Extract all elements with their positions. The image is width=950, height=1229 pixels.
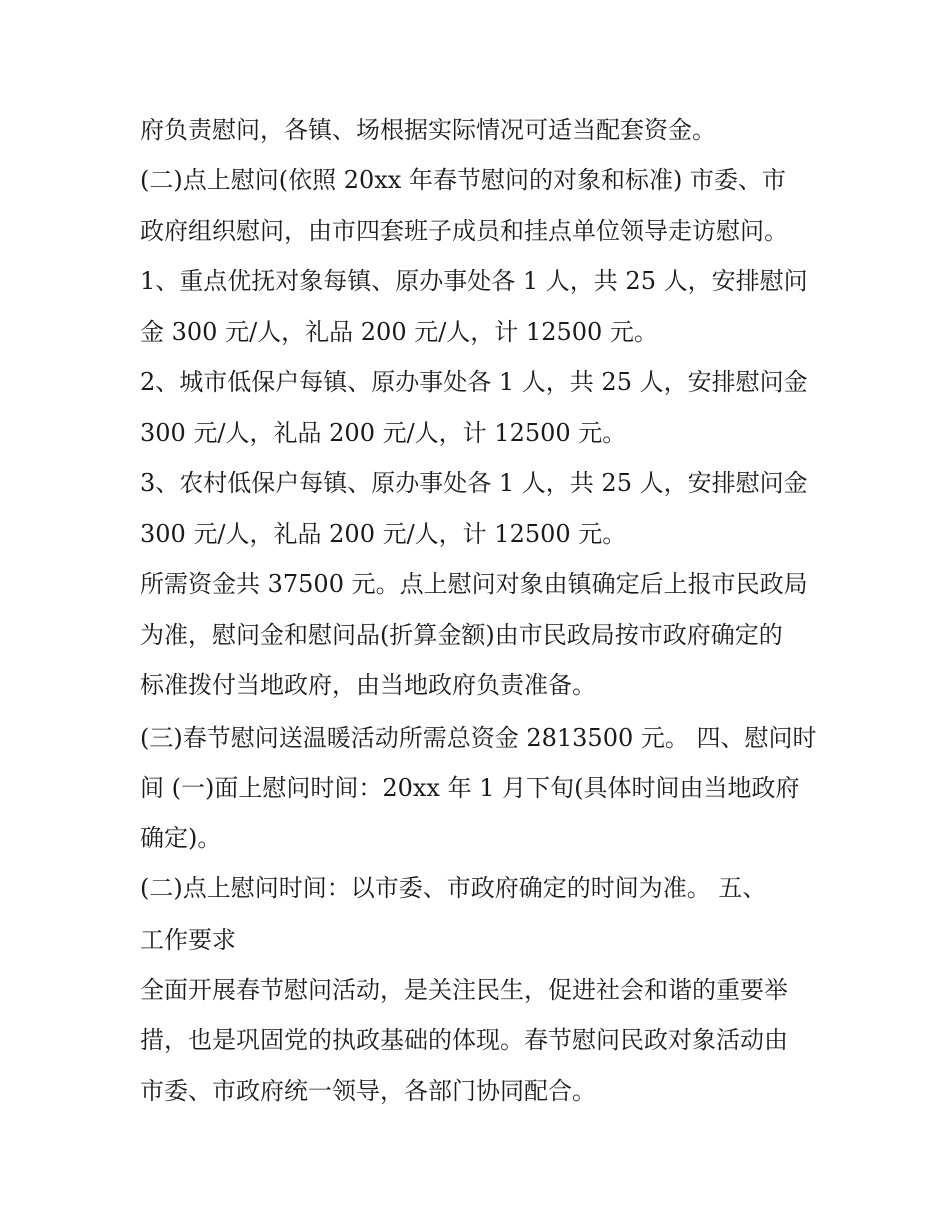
text-line: 全面开展春节慰问活动，是关注民生，促进社会和谐的重要举 — [140, 976, 788, 1004]
text-line: 措，也是巩固党的执政基础的体现。春节慰问民政对象活动由 — [140, 1026, 788, 1054]
text-line: 所需资金共 37500 元。点上慰问对象由镇确定后上报市民政局 — [140, 570, 808, 598]
text-line: 1、重点优抚对象每镇、原办事处各 1 人，共 25 人，安排慰问 — [140, 267, 808, 295]
text-line: 金 300 元/人，礼品 200 元/人，计 12500 元。 — [140, 318, 658, 346]
text-line: 为准，慰问金和慰问品(折算金额)由市民政局按市政府确定的 — [140, 621, 783, 649]
text-line: (二)点上慰问时间：以市委、市政府确定的时间为准。 五、 — [140, 874, 767, 902]
text-line: 间 (一)面上慰问时间：20xx 年 1 月下旬(具体时间由当地政府 — [140, 774, 800, 802]
text-line: 标准拨付当地政府，由当地政府负责准备。 — [140, 671, 596, 699]
text-line: 工作要求 — [140, 926, 236, 954]
text-line: 300 元/人，礼品 200 元/人，计 12500 元。 — [140, 520, 627, 548]
text-line: 3、农村低保户每镇、原办事处各 1 人，共 25 人，安排慰问金 — [140, 469, 808, 497]
text-line: 300 元/人，礼品 200 元/人，计 12500 元。 — [140, 419, 627, 447]
text-line: 府负责慰问，各镇、场根据实际情况可适当配套资金。 — [140, 116, 716, 144]
text-line: (三)春节慰问送温暖活动所需总资金 2813500 元。 四、慰问时 — [140, 724, 817, 752]
text-line: 2、城市低保户每镇、原办事处各 1 人，共 25 人，安排慰问金 — [140, 368, 808, 396]
text-line: 政府组织慰问，由市四套班子成员和挂点单位领导走访慰问。 — [140, 217, 788, 245]
text-line: 市委、市政府统一领导，各部门协同配合。 — [140, 1077, 596, 1105]
text-line: (二)点上慰问(依照 20xx 年春节慰问的对象和标准) 市委、市 — [140, 166, 786, 194]
text-line: 确定)。 — [140, 824, 222, 852]
